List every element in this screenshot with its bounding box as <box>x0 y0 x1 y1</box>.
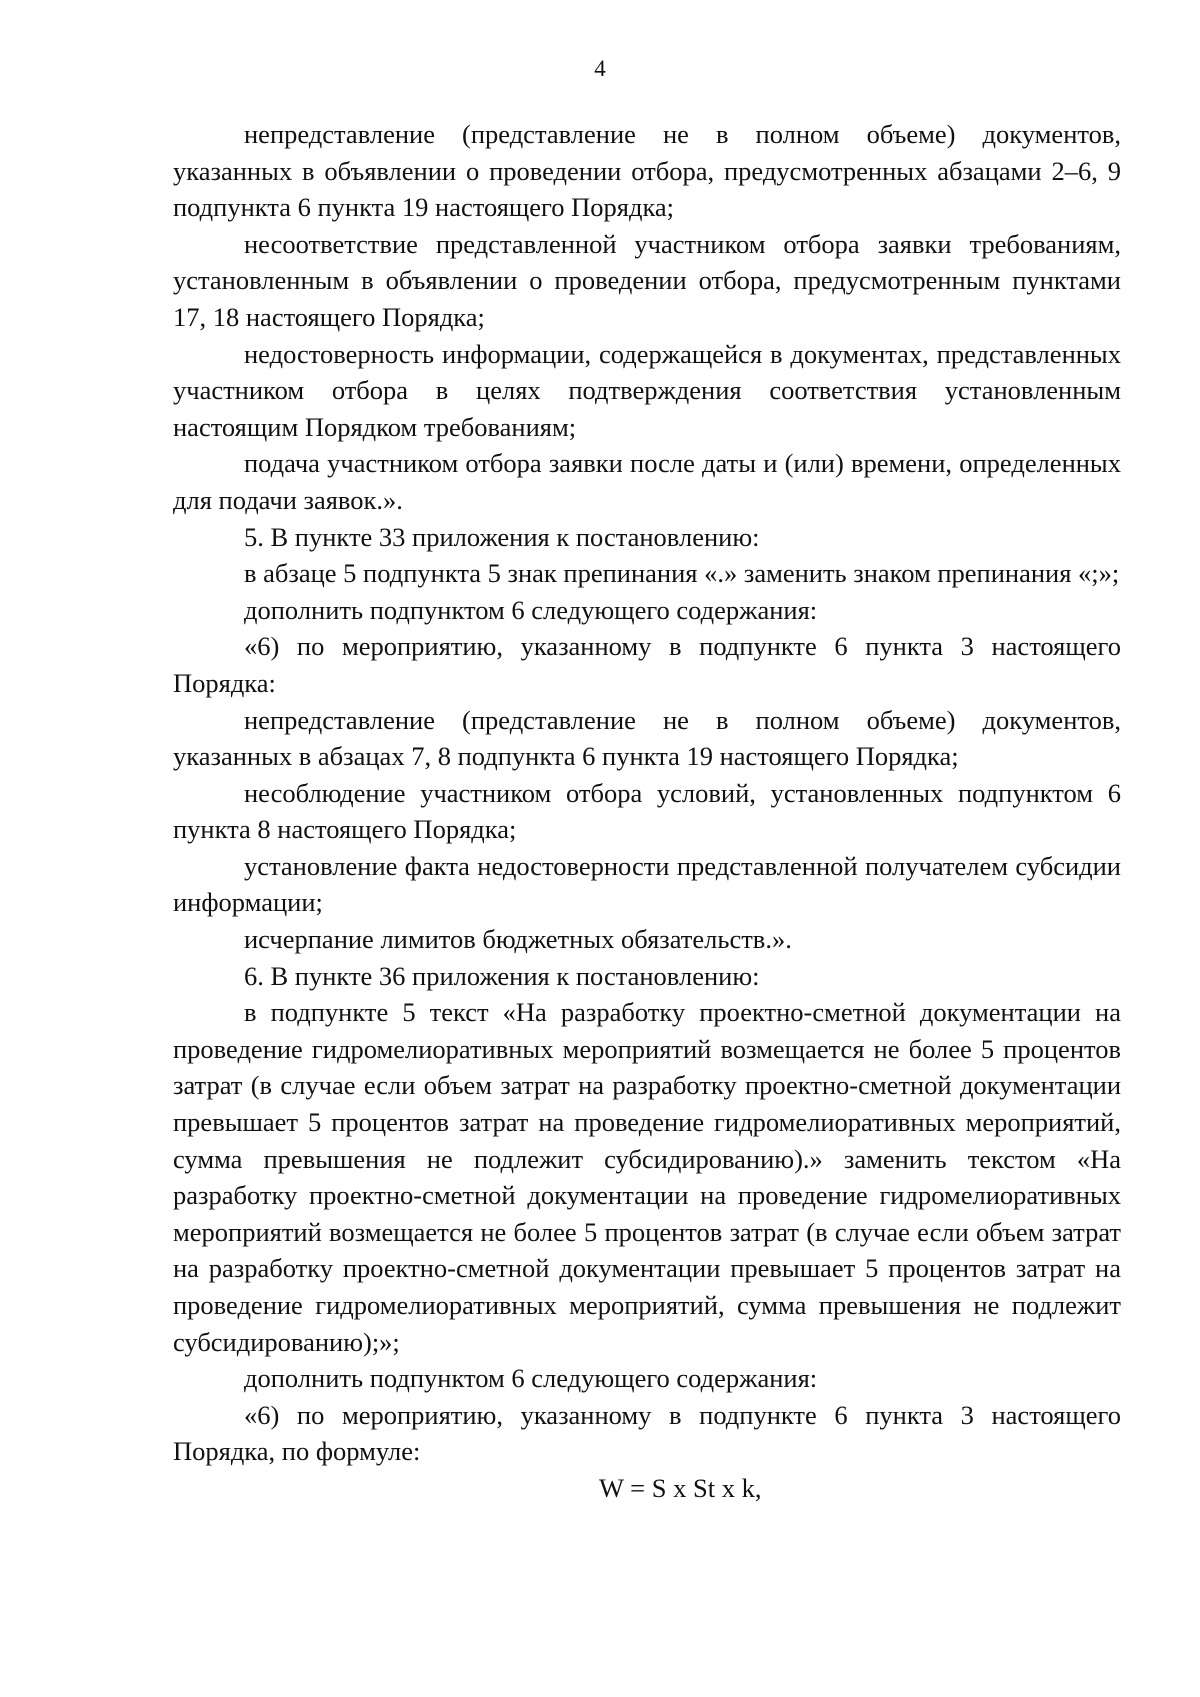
paragraph: непредставление (представление не в полном объеме) документов, указанных в абзацах 7, 8 подпункта 6 пункта 19 настоящего Порядка; <box>173 704 1121 772</box>
paragraph: несоответствие представленной участником отбора заявки требованиям, установленным в объявлении о проведении отбора, предусмотренным пунктами 17, 18 настоящего Порядка; <box>173 228 1121 332</box>
paragraph: 6. В пункте 36 приложения к постановлению: <box>244 960 760 991</box>
paragraph: подача участником отбора заявки после даты и (или) времени, определенных для подачи заявок.». <box>173 448 1121 515</box>
paragraph: дополнить подпунктом 6 следующего содержания: <box>244 594 818 625</box>
paragraph: несоблюдение участником отбора условий, установленных подпунктом 6 пункта 8 настоящего Порядка; <box>173 777 1121 845</box>
paragraph: «6) по мероприятию, указанному в подпункте 6 пункта 3 настоящего Порядка, по формуле: <box>173 1399 1121 1467</box>
paragraph: установление факта недостоверности представленной получателем субсидии информации; <box>173 850 1121 918</box>
paragraph: «6) по мероприятию, указанному в подпункте 6 пункта 3 настоящего Порядка: <box>173 631 1121 698</box>
paragraph: 5. В пункте 33 приложения к постановлению: <box>244 521 760 552</box>
paragraph: дополнить подпунктом 6 следующего содержания: <box>244 1363 818 1394</box>
paragraph: в подпункте 5 текст «На разработку проектно-сметной документации на проведение гидромелиоративных мероприятий возмещается не более 5 процентов затрат (в случае если объем затрат на разработку проектно-сметной документации превышает 5 процентов затрат на проведение гидромелиоративных мероприятий, сумма превышения не подлежит субсидированию).» заменить текстом «На разработку проектно-сметной документации на проведение гидромелиоративных мероприятий возмещается не более 5 процентов затрат (в случае если объем затрат на разработку проектно-сметной документации превышает 5 процентов затрат на проведение гидромелиоративных мероприятий, сумма превышения не подлежит субсидированию);»; <box>173 997 1121 1357</box>
paragraph: недостоверность информации, содержащейся в документах, представленных участником отбора в целях подтверждения соответствия установленным настоящим Порядком требованиям; <box>173 338 1121 442</box>
formula: W = S x St x k, <box>599 1472 762 1503</box>
paragraph: в абзаце 5 подпункта 5 знак препинания «.» заменить знаком препинания «;»; <box>244 558 1120 589</box>
page-number: 4 <box>594 56 606 81</box>
paragraph: непредставление (представление не в полном объеме) документов, указанных в объявлении о проведении отбора, предусмотренных абзацами 2–6, 9 подпункта 6 пункта 19 настоящего Порядка; <box>173 119 1121 223</box>
paragraph: исчерпание лимитов бюджетных обязательств.». <box>244 924 792 955</box>
document-body <box>173 116 1121 1507</box>
